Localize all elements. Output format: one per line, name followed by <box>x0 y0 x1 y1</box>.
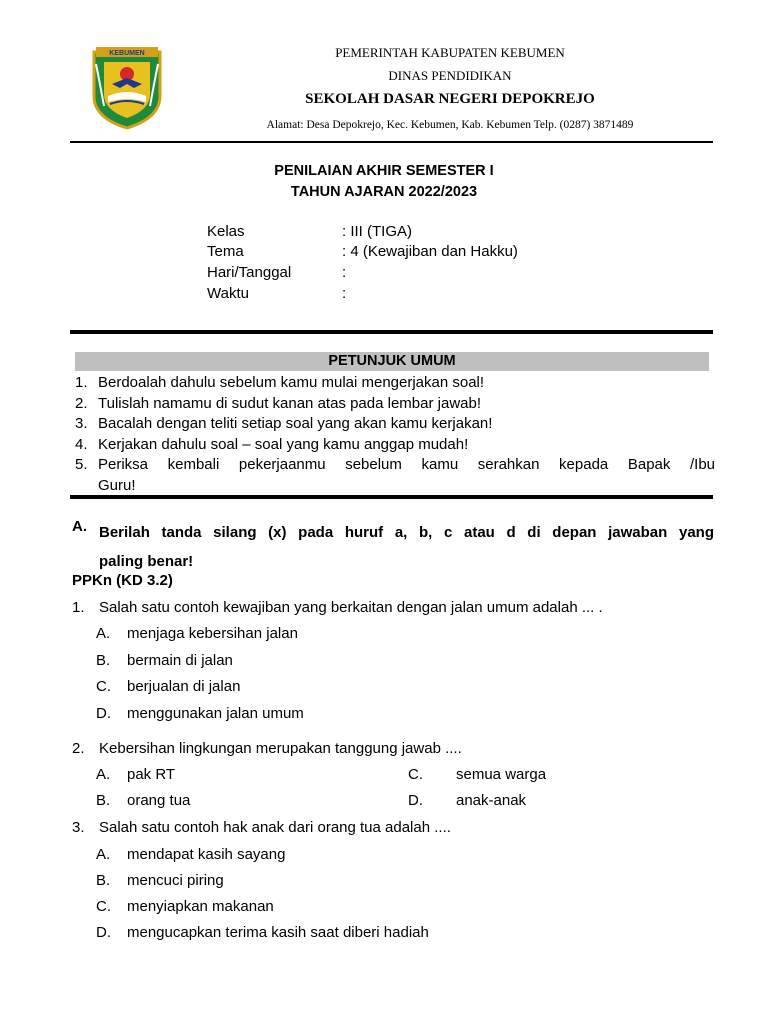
instruction-number: 1. <box>75 374 88 391</box>
option-letter: A. <box>96 766 111 783</box>
option-text: berjualan di jalan <box>127 678 241 695</box>
kebumen-regency-emblem <box>90 44 164 130</box>
instructions-bottom-rule <box>70 495 713 499</box>
question-text: Salah satu contoh kewajiban yang berkaitan dengan jalan umum adalah ... . <box>99 599 603 616</box>
option-text: pak RT <box>127 766 176 783</box>
info-label: Waktu <box>207 285 249 302</box>
instruction-text: Berdoalah dahulu sebelum kamu mulai mengerjakan soal! <box>98 374 485 391</box>
info-label: Hari/Tanggal <box>207 264 292 281</box>
instruction-text: Tulislah namamu di sudut kanan atas pada lembar jawab! <box>98 395 481 412</box>
option-text: mendapat kasih sayang <box>127 846 286 863</box>
option-letter: B. <box>96 792 111 809</box>
option-text: semua warga <box>456 766 547 783</box>
option-text: menyiapkan makanan <box>127 898 274 915</box>
option-text: mengucapkan terima kasih saat diberi hadiah <box>127 924 429 941</box>
option-letter: A. <box>96 846 111 863</box>
instruction-text: Bacalah dengan teliti setiap soal yang akan kamu kerjakan! <box>98 415 493 432</box>
exam-title: PENILAIAN AKHIR SEMESTER I <box>274 163 494 179</box>
option-letter: B. <box>96 872 111 889</box>
option-text: menjaga kebersihan jalan <box>127 625 298 642</box>
info-value: : 4 (Kewajiban dan Hakku) <box>342 243 518 260</box>
section-label: A. <box>72 518 87 535</box>
instruction-number: 2. <box>75 395 88 412</box>
option-text: menggunakan jalan umum <box>127 705 304 722</box>
option-letter: A. <box>96 625 111 642</box>
exam-academic-year: TAHUN AJARAN 2022/2023 <box>290 184 478 200</box>
instructions-heading: PETUNJUK UMUM <box>75 352 709 371</box>
instruction-number: 3. <box>75 415 88 432</box>
option-letter: D. <box>408 792 423 809</box>
option-letter: C. <box>96 898 111 915</box>
option-letter: B. <box>96 652 111 669</box>
question-number: 1. <box>72 599 85 616</box>
section-instruction <box>99 518 714 576</box>
letterhead-school-name: SEKOLAH DASAR NEGERI DEPOKREJO <box>305 91 595 107</box>
option-text: bermain di jalan <box>127 652 233 669</box>
option-text: mencuci piring <box>127 872 224 889</box>
instructions-top-rule <box>70 330 713 334</box>
instruction-number: 4. <box>75 436 88 453</box>
letterhead-address: Alamat: Desa Depokrejo, Kec. Kebumen, Kab. Kebumen Telp. (0287) 3871489 <box>266 119 634 131</box>
info-value: : <box>342 285 347 302</box>
option-letter: D. <box>96 924 111 941</box>
option-letter: C. <box>96 678 111 695</box>
svg-text:KEBUMEN: KEBUMEN <box>109 50 145 57</box>
option-text: anak-anak <box>456 792 527 809</box>
letterhead-divider <box>70 141 713 143</box>
instruction-number: 5. <box>75 456 88 473</box>
question-number: 3. <box>72 819 85 836</box>
info-value: : III (TIGA) <box>342 223 412 240</box>
instruction-text-line2: Guru! <box>98 477 136 494</box>
instruction-text: Kerjakan dahulu soal – soal yang kamu anggap mudah! <box>98 436 469 453</box>
question-text: Salah satu contoh hak anak dari orang tua adalah .... <box>99 819 451 836</box>
option-letter: C. <box>408 766 423 783</box>
option-text: orang tua <box>127 792 191 809</box>
question-text: Kebersihan lingkungan merupakan tanggung jawab .... <box>99 740 462 757</box>
subject-heading: PPKn (KD 3.2) <box>72 572 173 589</box>
info-value: : <box>342 264 347 281</box>
info-label: Tema <box>207 243 244 260</box>
section-instruction-line2: paling benar! <box>99 553 194 570</box>
option-letter: D. <box>96 705 111 722</box>
question-number: 2. <box>72 740 85 757</box>
letterhead-department: DINAS PENDIDIKAN <box>388 68 512 83</box>
section-instruction-line1: Berilah tanda silang (x) pada huruf a, b, c atau d di depan jawaban yang <box>99 524 714 541</box>
info-label: Kelas <box>207 223 245 240</box>
instruction-text-line1: Periksa kembali pekerjaanmu sebelum kamu serahkan kepada Bapak /Ibu <box>98 456 715 473</box>
letterhead-government: PEMERINTAH KABUPATEN KEBUMEN <box>335 45 565 60</box>
